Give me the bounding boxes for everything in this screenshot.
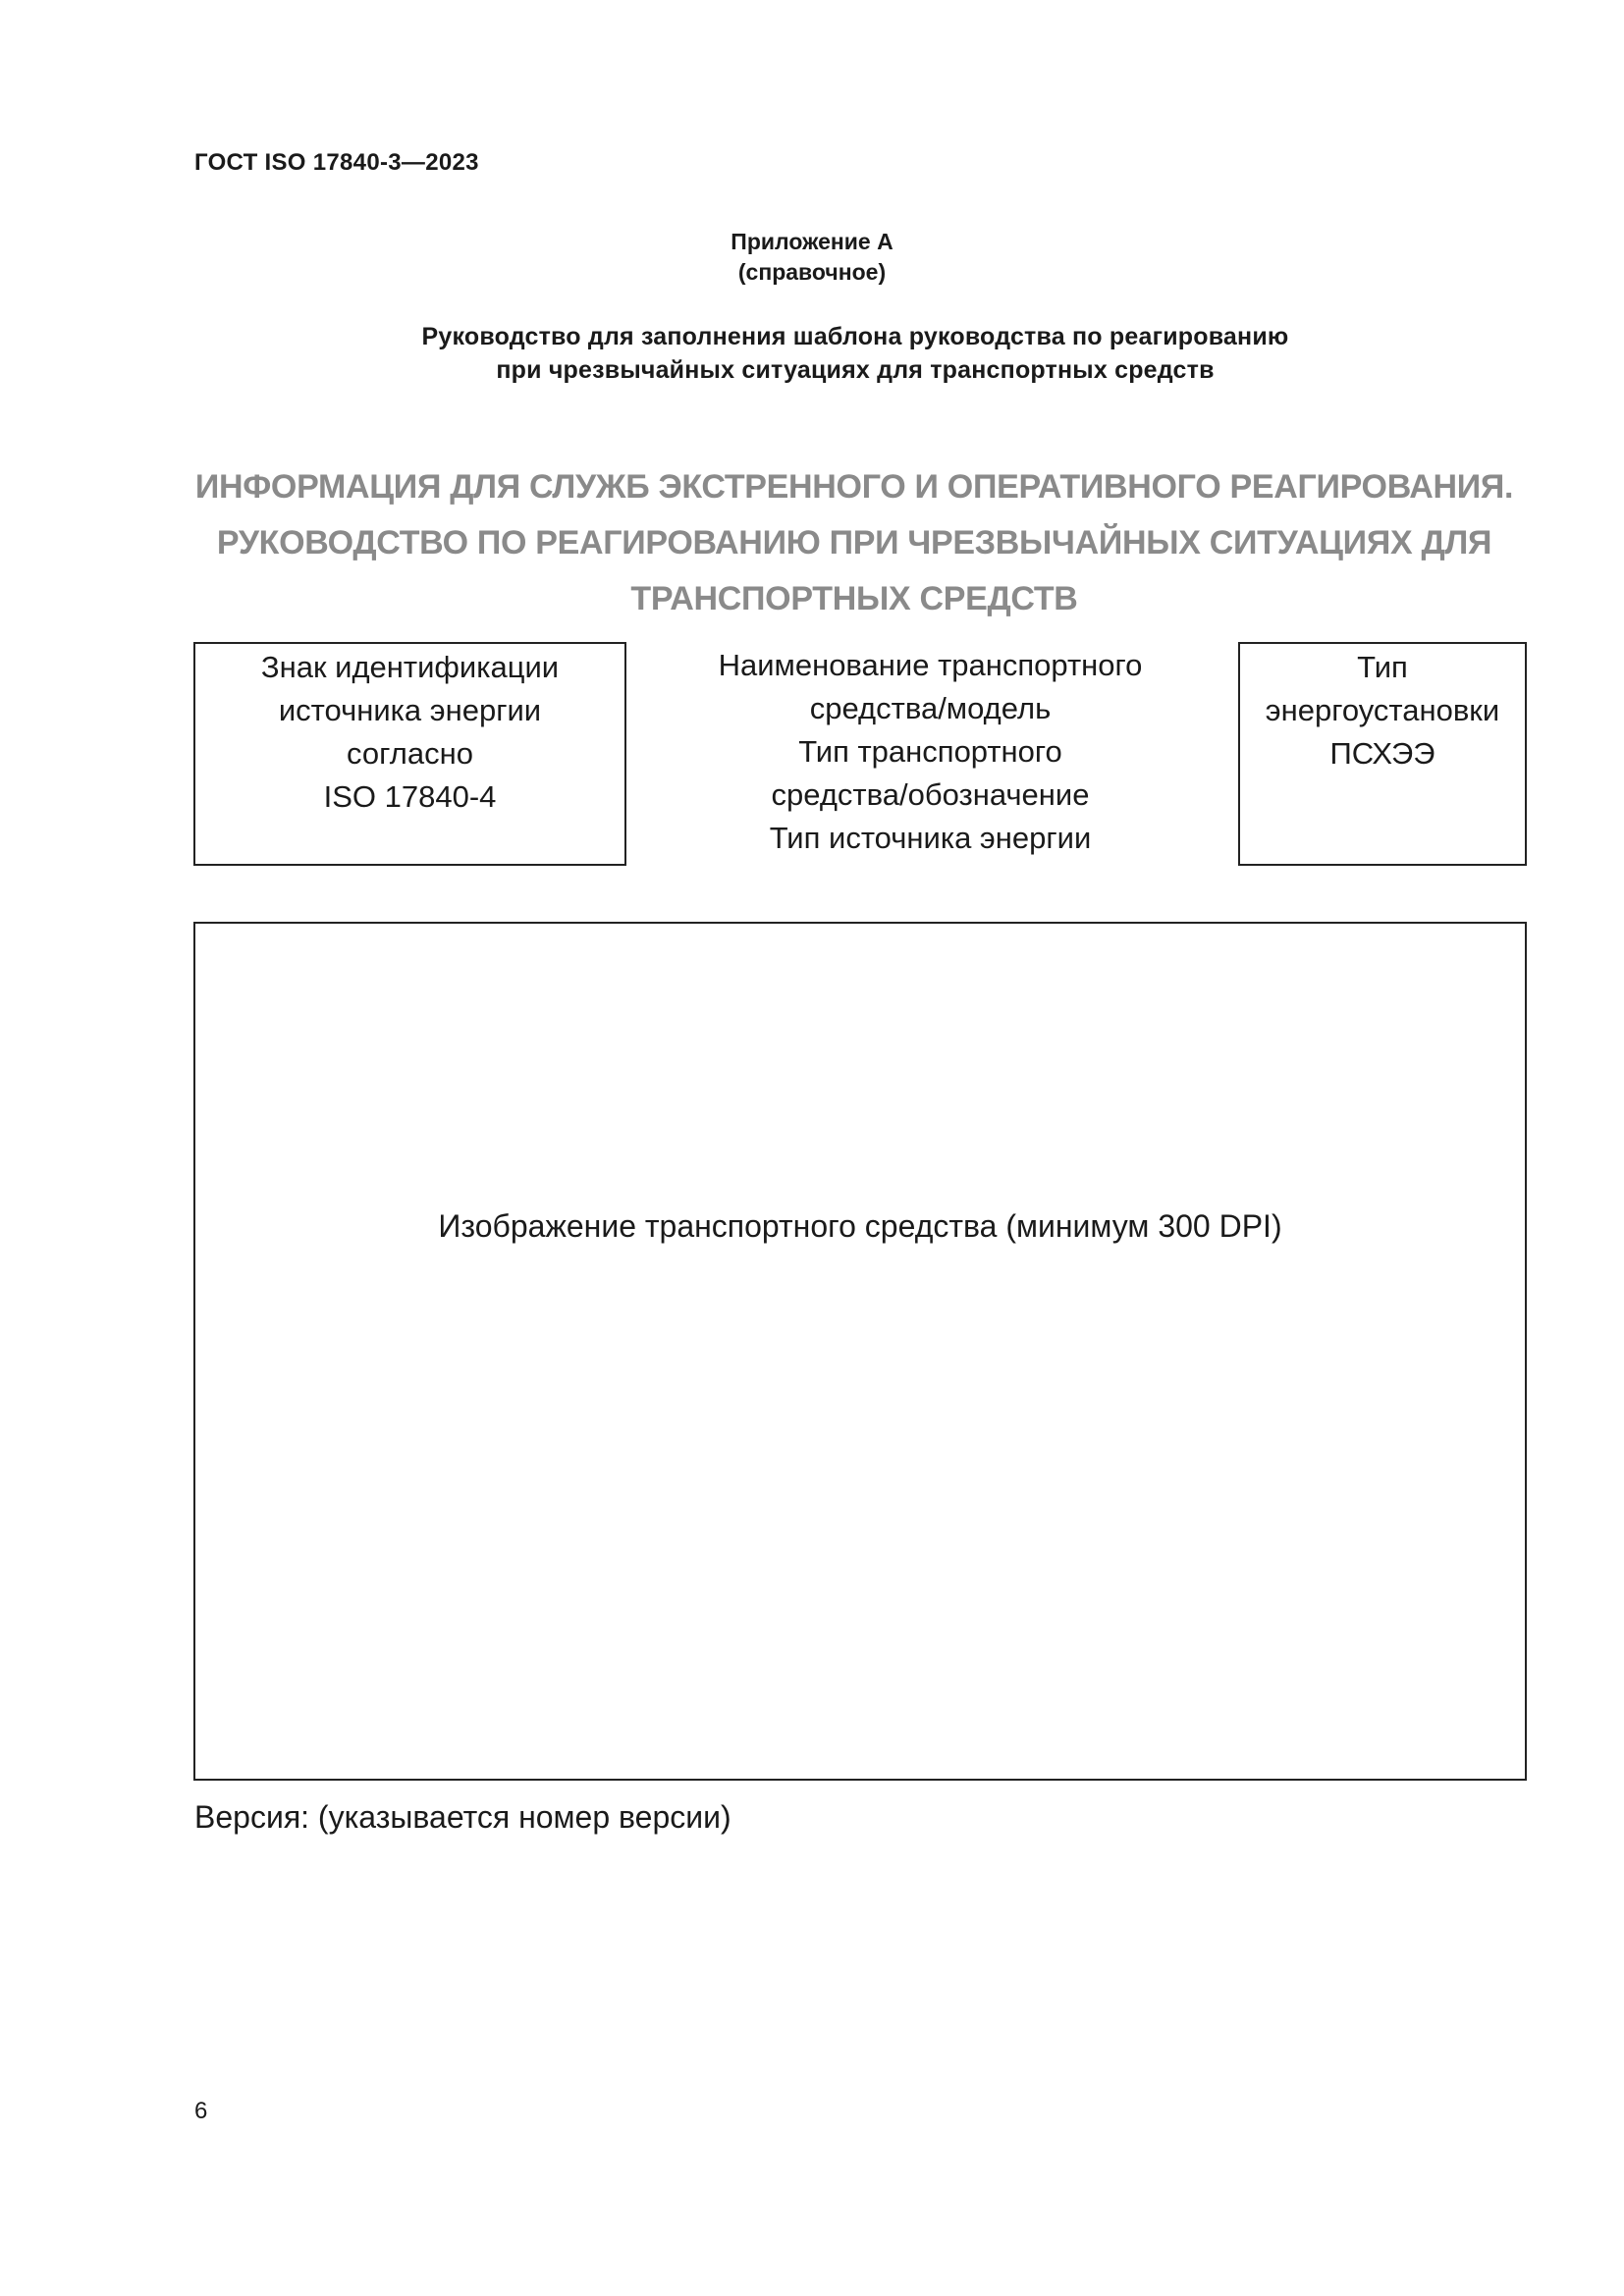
version-label: Версия: (указывается номер версии)	[194, 1799, 731, 1835]
document-code: ГОСТ ISO 17840-3—2023	[194, 149, 479, 176]
powertrain-type-text	[1240, 644, 1525, 775]
banner-line2: РУКОВОДСТВО ПО РЕАГИРОВАНИЮ ПРИ ЧРЕЗВЫЧАЙНЫХ СИТУАЦИЯХ ДЛЯ	[216, 524, 1492, 561]
annex-title: Приложение А	[731, 229, 893, 254]
vehicle-info-text	[628, 644, 1232, 860]
energy-source-id-box	[193, 642, 626, 866]
energy-source-id-line4: ISO 17840-4	[323, 779, 497, 814]
powertrain-type-line2: энергоустановки	[1265, 693, 1500, 727]
guide-title-line2: при чрезвычайных ситуациях для транспортных средств	[496, 356, 1215, 384]
banner-line1: ИНФОРМАЦИЯ ДЛЯ СЛУЖБ ЭКСТРЕННОГО И ОПЕРАТИВНОГО РЕАГИРОВАНИЯ.	[194, 468, 1514, 506]
powertrain-type-line1: Тип	[1357, 650, 1408, 684]
energy-source-id-line2: источника энергии	[278, 693, 542, 727]
vehicle-image-caption: Изображение транспортного средства (минимум 300 DPI)	[438, 1208, 1282, 1244]
vehicle-info-line5: Тип источника энергии	[769, 821, 1092, 855]
powertrain-type-box	[1238, 642, 1527, 866]
banner-line3: ТРАНСПОРТНЫХ СРЕДСТВ	[630, 580, 1078, 617]
vehicle-image-placeholder	[193, 922, 1527, 1781]
emergency-banner	[167, 459, 1542, 627]
vehicle-info-line4: средства/обозначение	[771, 777, 1090, 812]
annex-type: (справочное)	[737, 259, 887, 285]
vehicle-info-line3: Тип транспортного	[798, 734, 1062, 769]
powertrain-type-line3: ПСХЭЭ	[1329, 736, 1435, 771]
energy-source-id-line1: Знак идентификации	[260, 650, 560, 684]
guide-title-line1: Руководство для заполнения шаблона руководства по реагированию	[421, 323, 1289, 350]
page-number: 6	[194, 2098, 208, 2124]
vehicle-info-line1: Наименование транспортного	[718, 648, 1143, 682]
energy-source-id-text	[195, 644, 624, 819]
energy-source-id-line3: согласно	[347, 736, 473, 771]
vehicle-info-line2: средства/модель	[809, 691, 1052, 725]
guide-title	[0, 320, 1624, 387]
